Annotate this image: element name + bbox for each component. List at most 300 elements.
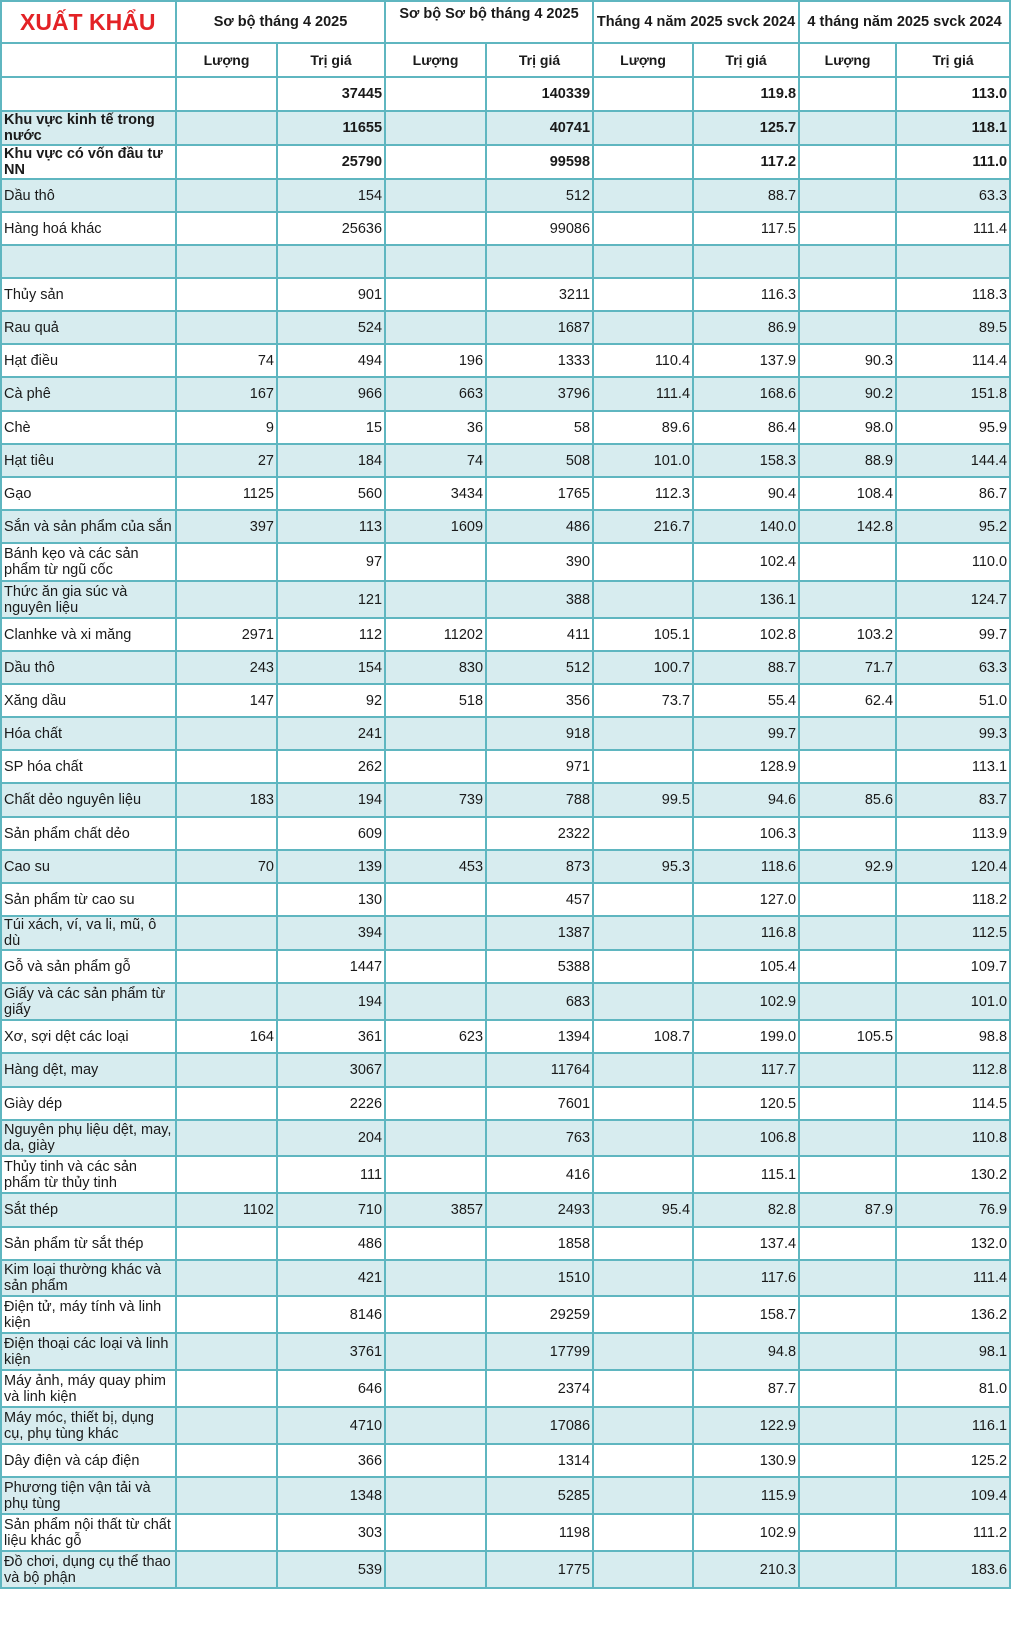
value-cell: 8146 (277, 1296, 385, 1333)
group-header-1: Sơ bộ tháng 4 2025 (176, 1, 385, 43)
value-cell: 966 (277, 377, 385, 411)
value-cell: 63.3 (896, 651, 1010, 684)
table-row (1, 212, 1010, 245)
table-row (1, 311, 1010, 344)
value-cell: 98.8 (896, 1020, 1010, 1053)
value-cell: 130 (277, 883, 385, 916)
table-row (1, 1477, 1010, 1514)
value-cell: 710 (277, 1193, 385, 1227)
volume-cell: 3434 (385, 477, 486, 510)
value-cell: 112 (277, 618, 385, 651)
row-label: Chất dẻo nguyên liệu (1, 783, 176, 817)
value-cell: 86.4 (693, 411, 799, 444)
table-row (1, 684, 1010, 717)
row-label: Chè (1, 411, 176, 444)
value-cell: 105.4 (693, 950, 799, 983)
row-label: Cao su (1, 850, 176, 883)
volume-cell: 71.7 (799, 651, 896, 684)
volume-cell (176, 1053, 277, 1087)
row-label: Thủy sản (1, 278, 176, 311)
volume-cell (176, 1333, 277, 1370)
value-cell: 83.7 (896, 783, 1010, 817)
volume-cell (385, 1156, 486, 1193)
volume-cell (593, 1227, 693, 1260)
volume-cell (593, 883, 693, 916)
volume-cell (176, 1444, 277, 1477)
row-label: Sắt thép (1, 1193, 176, 1227)
value-cell: 4710 (277, 1407, 385, 1444)
value-cell: 1510 (486, 1260, 593, 1296)
value-cell: 116.1 (896, 1407, 1010, 1444)
value-cell: 873 (486, 850, 593, 883)
value-cell: 102.8 (693, 618, 799, 651)
volume-cell: 1125 (176, 477, 277, 510)
volume-cell (799, 1370, 896, 1407)
volume-cell (176, 179, 277, 212)
value-cell: 1387 (486, 916, 593, 950)
row-label: Hóa chất (1, 717, 176, 750)
value-cell: 1348 (277, 1477, 385, 1514)
volume-cell (385, 1370, 486, 1407)
table-row (1, 1156, 1010, 1193)
volume-cell (593, 1087, 693, 1120)
volume-cell (799, 311, 896, 344)
volume-cell (385, 916, 486, 950)
table-row (1, 77, 1010, 111)
value-cell: 2493 (486, 1193, 593, 1227)
volume-cell (176, 278, 277, 311)
value-cell: 11764 (486, 1053, 593, 1087)
value-cell (486, 245, 593, 278)
value-cell: 86.7 (896, 477, 1010, 510)
value-cell: 113 (277, 510, 385, 543)
value-cell: 122.9 (693, 1407, 799, 1444)
volume-cell: 36 (385, 411, 486, 444)
sub-header-volume: Lượng (799, 43, 896, 77)
volume-cell: 142.8 (799, 510, 896, 543)
volume-cell: 243 (176, 651, 277, 684)
value-cell: 646 (277, 1370, 385, 1407)
volume-cell (176, 543, 277, 581)
volume-cell: 85.6 (799, 783, 896, 817)
value-cell: 113.1 (896, 750, 1010, 783)
table-row (1, 1227, 1010, 1260)
sub-header-value: Trị giá (896, 43, 1010, 77)
row-label: Giày dép (1, 1087, 176, 1120)
row-label: Sản phẩm chất dẻo (1, 817, 176, 850)
value-cell: 137.4 (693, 1227, 799, 1260)
table-row (1, 411, 1010, 444)
table-row (1, 983, 1010, 1020)
value-cell: 90.4 (693, 477, 799, 510)
header-row-sub (1, 43, 1010, 77)
volume-cell (385, 179, 486, 212)
table-row (1, 510, 1010, 543)
group-header-4: 4 tháng năm 2025 svck 2024 (799, 1, 1010, 43)
volume-cell: 101.0 (593, 444, 693, 477)
value-cell: 111.0 (896, 145, 1010, 179)
volume-cell (593, 1156, 693, 1193)
table-row (1, 1120, 1010, 1156)
volume-cell: 87.9 (799, 1193, 896, 1227)
volume-cell (385, 883, 486, 916)
volume-cell (799, 883, 896, 916)
value-cell: 158.3 (693, 444, 799, 477)
volume-cell (593, 1551, 693, 1588)
volume-cell (593, 1260, 693, 1296)
value-cell: 303 (277, 1514, 385, 1551)
volume-cell (176, 1087, 277, 1120)
value-cell: 210.3 (693, 1551, 799, 1588)
value-cell: 98.1 (896, 1333, 1010, 1370)
row-label: Gạo (1, 477, 176, 510)
volume-cell (799, 950, 896, 983)
volume-cell (176, 111, 277, 145)
volume-cell: 88.9 (799, 444, 896, 477)
value-cell: 92 (277, 684, 385, 717)
volume-cell: 453 (385, 850, 486, 883)
row-label: Bánh kẹo và các sản phẩm từ ngũ cốc (1, 543, 176, 581)
sub-header-volume: Lượng (176, 43, 277, 77)
volume-cell (385, 581, 486, 618)
volume-cell (593, 245, 693, 278)
volume-cell (385, 950, 486, 983)
value-cell: 683 (486, 983, 593, 1020)
value-cell: 99086 (486, 212, 593, 245)
volume-cell (799, 179, 896, 212)
volume-cell: 167 (176, 377, 277, 411)
volume-cell (385, 1514, 486, 1551)
volume-cell (593, 212, 693, 245)
value-cell: 128.9 (693, 750, 799, 783)
volume-cell: 164 (176, 1020, 277, 1053)
volume-cell: 11202 (385, 618, 486, 651)
value-cell: 11655 (277, 111, 385, 145)
value-cell: 102.9 (693, 1514, 799, 1551)
volume-cell (593, 543, 693, 581)
value-cell: 116.3 (693, 278, 799, 311)
volume-cell: 216.7 (593, 510, 693, 543)
volume-cell: 92.9 (799, 850, 896, 883)
value-cell: 117.2 (693, 145, 799, 179)
volume-cell (593, 1407, 693, 1444)
value-cell: 114.4 (896, 344, 1010, 377)
volume-cell (176, 212, 277, 245)
volume-cell: 90.2 (799, 377, 896, 411)
value-cell: 117.5 (693, 212, 799, 245)
value-cell (693, 245, 799, 278)
sub-header-value: Trị giá (486, 43, 593, 77)
volume-cell (799, 750, 896, 783)
value-cell: 40741 (486, 111, 593, 145)
row-label: Cà phê (1, 377, 176, 411)
table-row (1, 543, 1010, 581)
row-label: Kim loại thường khác và sản phẩm (1, 1260, 176, 1296)
row-label: Xơ, sợi dệt các loại (1, 1020, 176, 1053)
row-label: Sản phẩm từ cao su (1, 883, 176, 916)
value-cell: 184 (277, 444, 385, 477)
value-cell: 366 (277, 1444, 385, 1477)
volume-cell (593, 950, 693, 983)
value-cell: 524 (277, 311, 385, 344)
value-cell: 111.4 (896, 212, 1010, 245)
volume-cell (799, 1551, 896, 1588)
value-cell: 137.9 (693, 344, 799, 377)
value-cell: 118.2 (896, 883, 1010, 916)
row-label: SP hóa chất (1, 750, 176, 783)
value-cell: 1775 (486, 1551, 593, 1588)
value-cell: 118.3 (896, 278, 1010, 311)
value-cell: 136.2 (896, 1296, 1010, 1333)
volume-cell: 98.0 (799, 411, 896, 444)
value-cell: 17086 (486, 1407, 593, 1444)
value-cell: 3211 (486, 278, 593, 311)
table-row (1, 1407, 1010, 1444)
value-cell: 136.1 (693, 581, 799, 618)
value-cell: 109.7 (896, 950, 1010, 983)
volume-cell (799, 145, 896, 179)
volume-cell (176, 1370, 277, 1407)
value-cell: 204 (277, 1120, 385, 1156)
value-cell: 99598 (486, 145, 593, 179)
volume-cell (799, 1260, 896, 1296)
value-cell: 560 (277, 477, 385, 510)
volume-cell: 110.4 (593, 344, 693, 377)
value-cell: 356 (486, 684, 593, 717)
table-row (1, 717, 1010, 750)
value-cell: 416 (486, 1156, 593, 1193)
value-cell: 388 (486, 581, 593, 618)
value-cell: 183.6 (896, 1551, 1010, 1588)
volume-cell (385, 1227, 486, 1260)
volume-cell: 108.4 (799, 477, 896, 510)
volume-cell: 105.5 (799, 1020, 896, 1053)
volume-cell: 183 (176, 783, 277, 817)
volume-cell (176, 1551, 277, 1588)
row-label: Giấy và các sản phẩm từ giấy (1, 983, 176, 1020)
row-label: Máy ảnh, máy quay phim và linh kiện (1, 1370, 176, 1407)
volume-cell (593, 581, 693, 618)
volume-cell: 147 (176, 684, 277, 717)
table-row (1, 1087, 1010, 1120)
value-cell: 763 (486, 1120, 593, 1156)
volume-cell (176, 77, 277, 111)
value-cell: 118.6 (693, 850, 799, 883)
value-cell (896, 245, 1010, 278)
value-cell: 113.0 (896, 77, 1010, 111)
value-cell: 508 (486, 444, 593, 477)
volume-cell (176, 1407, 277, 1444)
value-cell: 115.1 (693, 1156, 799, 1193)
table-row (1, 344, 1010, 377)
sub-header-volume: Lượng (593, 43, 693, 77)
table-row (1, 1370, 1010, 1407)
volume-cell (593, 817, 693, 850)
table-row (1, 850, 1010, 883)
value-cell: 154 (277, 651, 385, 684)
volume-cell (593, 1477, 693, 1514)
row-label (1, 77, 176, 111)
row-label: Phương tiện vận tải và phụ tùng (1, 1477, 176, 1514)
volume-cell (593, 1333, 693, 1370)
volume-cell: 95.3 (593, 850, 693, 883)
value-cell: 421 (277, 1260, 385, 1296)
volume-cell: 74 (176, 344, 277, 377)
value-cell: 486 (486, 510, 593, 543)
volume-cell: 3857 (385, 1193, 486, 1227)
table-row (1, 817, 1010, 850)
value-cell: 95.9 (896, 411, 1010, 444)
value-cell: 241 (277, 717, 385, 750)
volume-cell (385, 717, 486, 750)
volume-cell (593, 1370, 693, 1407)
volume-cell: 623 (385, 1020, 486, 1053)
value-cell: 37445 (277, 77, 385, 111)
value-cell: 194 (277, 783, 385, 817)
value-cell: 86.9 (693, 311, 799, 344)
value-cell: 29259 (486, 1296, 593, 1333)
value-cell: 82.8 (693, 1193, 799, 1227)
volume-cell: 89.6 (593, 411, 693, 444)
value-cell: 118.1 (896, 111, 1010, 145)
volume-cell (799, 581, 896, 618)
volume-cell (799, 1156, 896, 1193)
value-cell: 87.7 (693, 1370, 799, 1407)
table-row (1, 618, 1010, 651)
value-cell: 97 (277, 543, 385, 581)
volume-cell (799, 983, 896, 1020)
volume-cell: 1609 (385, 510, 486, 543)
volume-cell (176, 750, 277, 783)
row-label: Gỗ và sản phẩm gỗ (1, 950, 176, 983)
volume-cell (799, 1296, 896, 1333)
volume-cell (385, 1260, 486, 1296)
volume-cell (799, 1087, 896, 1120)
table-row (1, 1333, 1010, 1370)
volume-cell (593, 750, 693, 783)
volume-cell (799, 212, 896, 245)
value-cell: 119.8 (693, 77, 799, 111)
value-cell: 1858 (486, 1227, 593, 1260)
volume-cell: 111.4 (593, 377, 693, 411)
value-cell: 194 (277, 983, 385, 1020)
value-cell: 918 (486, 717, 593, 750)
value-cell: 121 (277, 581, 385, 618)
volume-cell (385, 278, 486, 311)
value-cell: 901 (277, 278, 385, 311)
volume-cell (385, 1120, 486, 1156)
value-cell: 2322 (486, 817, 593, 850)
volume-cell (176, 916, 277, 950)
header-row-groups (1, 1, 1010, 43)
table-row (1, 783, 1010, 817)
table-row (1, 581, 1010, 618)
volume-cell (799, 1053, 896, 1087)
volume-cell (385, 245, 486, 278)
value-cell: 124.7 (896, 581, 1010, 618)
value-cell: 111.4 (896, 1260, 1010, 1296)
value-cell: 51.0 (896, 684, 1010, 717)
table-row (1, 1193, 1010, 1227)
row-label: Dầu thô (1, 179, 176, 212)
volume-cell: 518 (385, 684, 486, 717)
value-cell: 199.0 (693, 1020, 799, 1053)
table-row (1, 444, 1010, 477)
volume-cell: 739 (385, 783, 486, 817)
value-cell: 2226 (277, 1087, 385, 1120)
volume-cell (176, 311, 277, 344)
volume-cell: 103.2 (799, 618, 896, 651)
table-row (1, 883, 1010, 916)
volume-cell: 663 (385, 377, 486, 411)
volume-cell: 112.3 (593, 477, 693, 510)
table-row (1, 1551, 1010, 1588)
volume-cell: 100.7 (593, 651, 693, 684)
volume-cell (385, 983, 486, 1020)
row-label: Clanhke và xi măng (1, 618, 176, 651)
volume-cell (799, 77, 896, 111)
value-cell: 512 (486, 179, 593, 212)
value-cell: 99.3 (896, 717, 1010, 750)
value-cell: 3067 (277, 1053, 385, 1087)
table-row (1, 1053, 1010, 1087)
sub-header-value: Trị giá (277, 43, 385, 77)
value-cell: 88.7 (693, 651, 799, 684)
volume-cell (593, 278, 693, 311)
table-row (1, 1260, 1010, 1296)
value-cell: 63.3 (896, 179, 1010, 212)
table-row (1, 278, 1010, 311)
value-cell: 117.6 (693, 1260, 799, 1296)
table-row (1, 179, 1010, 212)
volume-cell (799, 1407, 896, 1444)
row-label: Dây điện và cáp điện (1, 1444, 176, 1477)
value-cell: 112.5 (896, 916, 1010, 950)
row-label: Đồ chơi, dụng cụ thể thao và bộ phận (1, 1551, 176, 1588)
row-label: Khu vực có vốn đầu tư NN (1, 145, 176, 179)
volume-cell: 70 (176, 850, 277, 883)
group-header-3: Tháng 4 năm 2025 svck 2024 (593, 1, 799, 43)
row-label: Dầu thô (1, 651, 176, 684)
value-cell: 25636 (277, 212, 385, 245)
value-cell: 390 (486, 543, 593, 581)
value-cell: 494 (277, 344, 385, 377)
volume-cell (176, 817, 277, 850)
value-cell: 2374 (486, 1370, 593, 1407)
table-row (1, 1514, 1010, 1551)
volume-cell (385, 311, 486, 344)
value-cell: 81.0 (896, 1370, 1010, 1407)
volume-cell (799, 916, 896, 950)
volume-cell (799, 543, 896, 581)
value-cell: 115.9 (693, 1477, 799, 1514)
value-cell: 457 (486, 883, 593, 916)
volume-cell (176, 581, 277, 618)
value-cell: 88.7 (693, 179, 799, 212)
volume-cell: 108.7 (593, 1020, 693, 1053)
table-title: XUẤT KHẨU (1, 1, 176, 43)
value-cell: 99.7 (896, 618, 1010, 651)
volume-cell: 2971 (176, 618, 277, 651)
volume-cell: 397 (176, 510, 277, 543)
volume-cell (385, 1407, 486, 1444)
volume-cell (385, 1296, 486, 1333)
value-cell: 106.3 (693, 817, 799, 850)
volume-cell: 1102 (176, 1193, 277, 1227)
table-row (1, 245, 1010, 278)
volume-cell (593, 983, 693, 1020)
row-label: Thủy tinh và các sản phẩm từ thủy tinh (1, 1156, 176, 1193)
